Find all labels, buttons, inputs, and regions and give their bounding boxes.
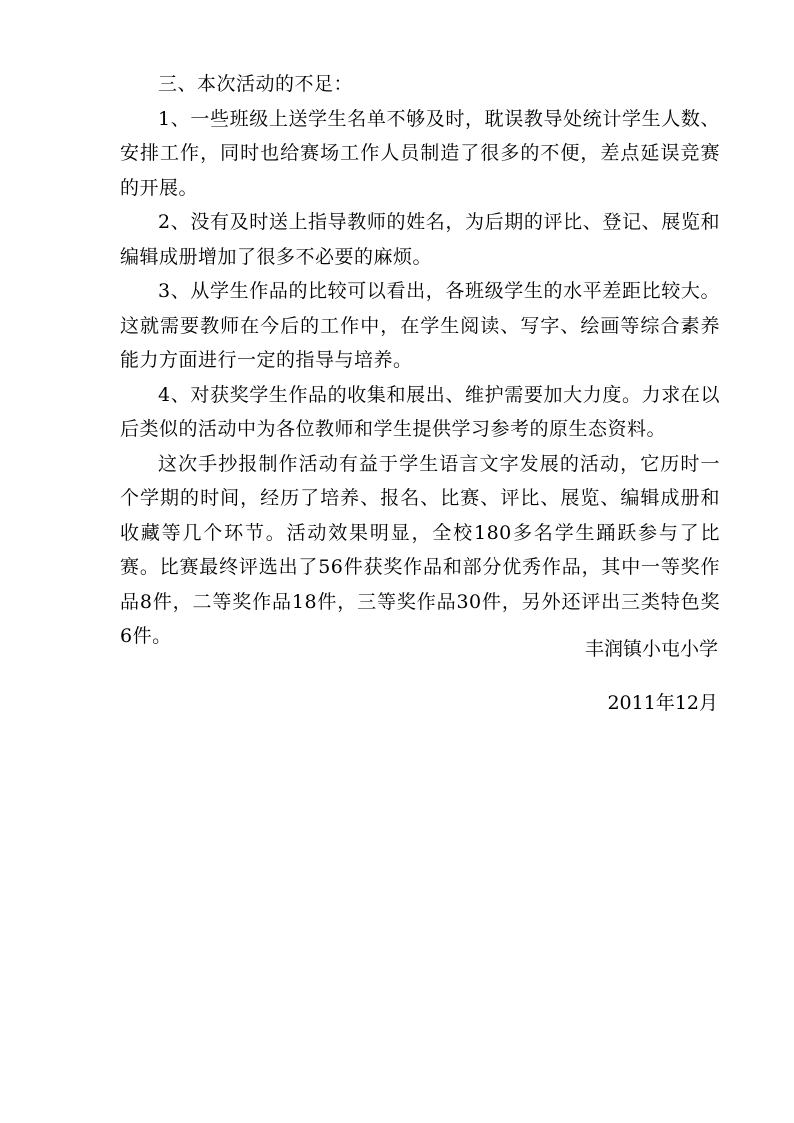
- signature-date: 2011年12月: [607, 692, 718, 714]
- paragraph-2: 2、没有及时送上指导教师的姓名，为后期的评比、登记、展览和编辑成册增加了很多不必要的麻烦。: [120, 211, 720, 268]
- signature-organization: 丰润镇小屯小学: [584, 638, 718, 660]
- paragraph-3: 3、从学生作品的比较可以看出，各班级学生的水平差距比较大。这就需要教师在今后的工作中，在学生阅读、写字、绘画等综合素养能力方面进行一定的指导与培养。: [120, 280, 720, 371]
- document-body: [120, 67, 720, 654]
- summary-paragraph: 这次手抄报制作活动有益于学生语言文字发展的活动，它历时一个学期的时间，经历了培养、报名、比赛、评比、展览、编辑成册和收藏等几个环节。活动效果明显，全校180多名学生踊跃参与了比赛。比赛最终评选出了56件获奖作品和部分优秀作品，其中一等奖作品8件，二等奖作品18件，三等奖作品30件，另外还评出三类特色奖6件。: [120, 452, 720, 647]
- section-heading: 三、本次活动的不足：: [158, 73, 354, 95]
- paragraph-1: 1、一些班级上送学生名单不够及时，耽误教导处统计学生人数、安排工作，同时也给赛场工作人员制造了很多的不便，差点延误竞赛的开展。: [120, 107, 720, 199]
- paragraph-4: 4、对获奖学生作品的收集和展出、维护需要加大力度。力求在以后类似的活动中为各位教师和学生提供学习参考的原生态资料。: [120, 383, 720, 440]
